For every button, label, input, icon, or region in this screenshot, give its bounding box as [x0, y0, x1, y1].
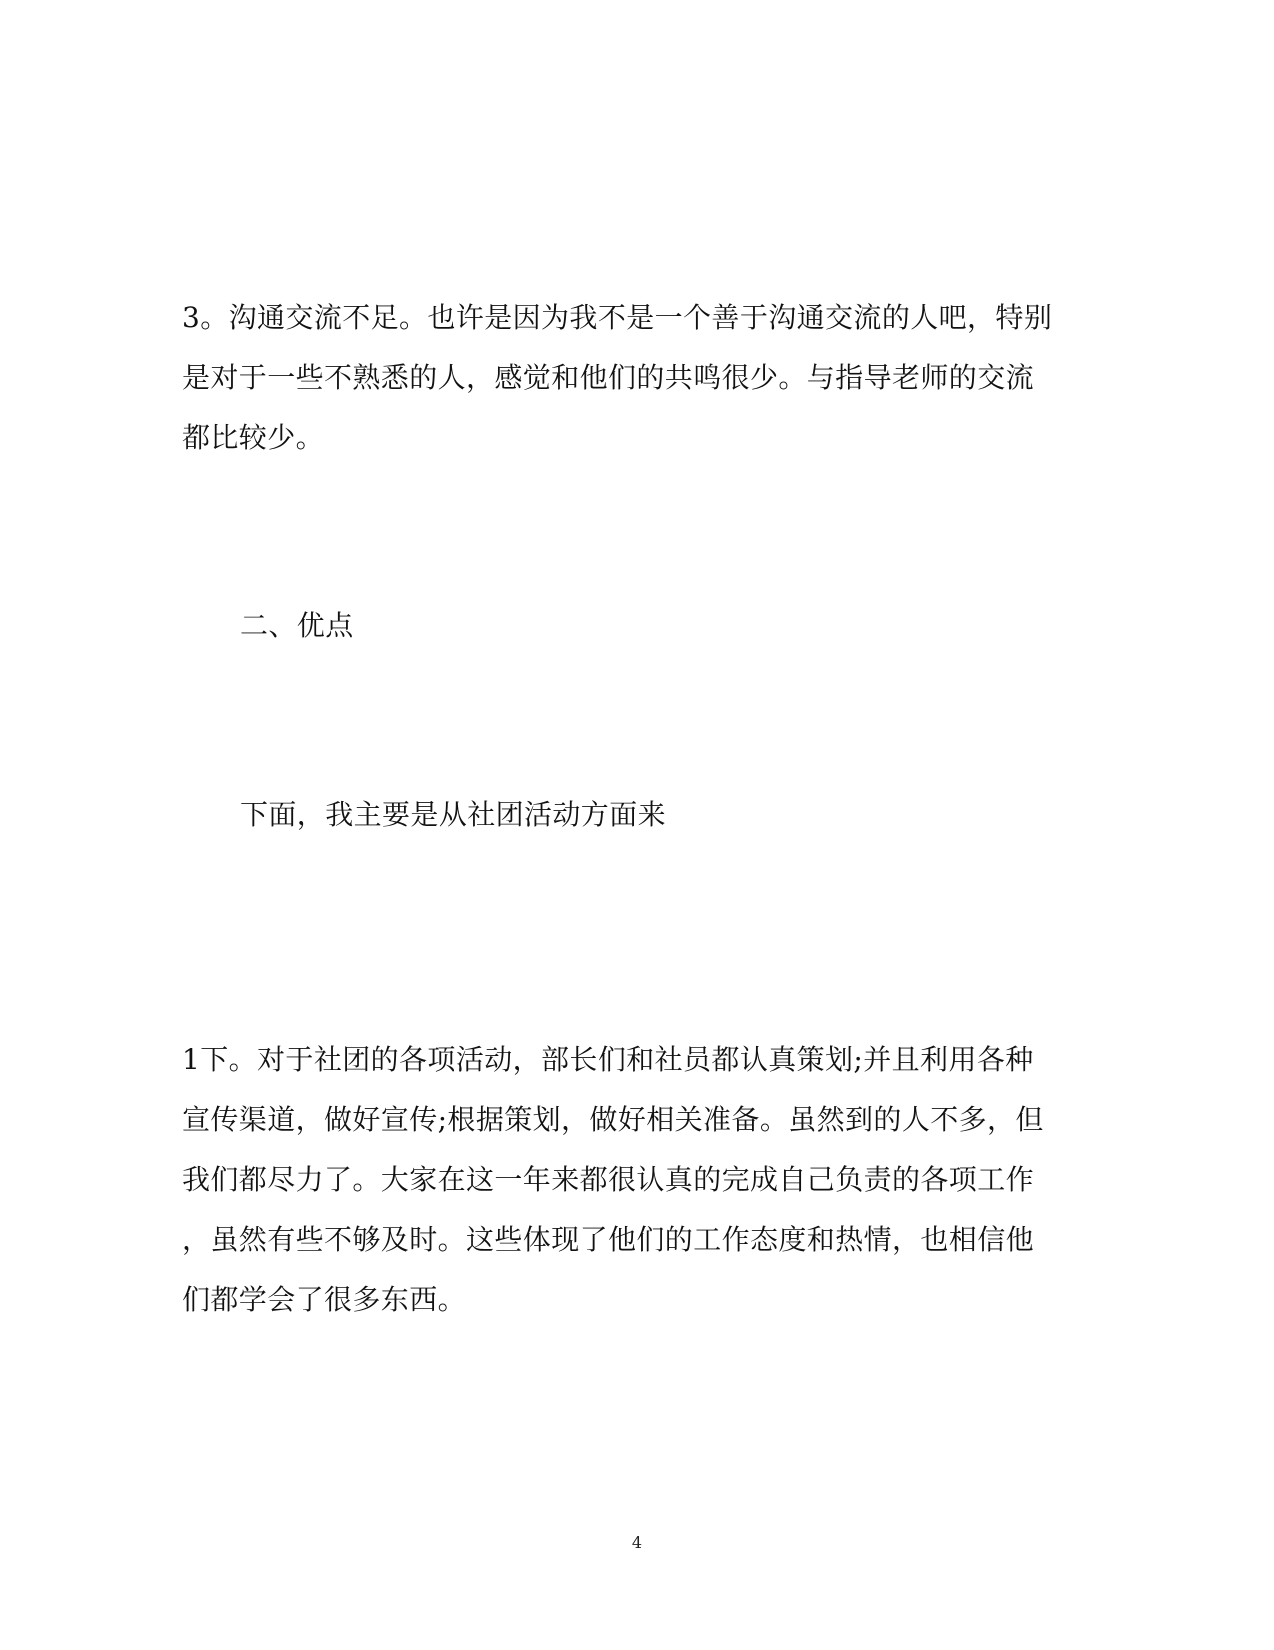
paragraph-line: 我们都尽力了。大家在这一年来都很认真的完成自己负责的各项工作	[182, 1163, 1035, 1196]
paragraph-line: 宣传渠道，做好宣传;根据策划，做好相关准备。虽然到的人不多，但	[182, 1103, 1044, 1136]
section-heading: 二、优点	[240, 609, 354, 642]
paragraph-line: 3。沟通交流不足。也许是因为我不是一个善于沟通交流的人吧，特别	[182, 301, 1053, 334]
paragraph-line: 都比较少。	[182, 421, 325, 454]
paragraph-line: 们都学会了很多东西。	[182, 1283, 467, 1316]
page-number: 4	[631, 1533, 643, 1552]
intro-line: 下面，我主要是从社团活动方面来	[240, 798, 667, 831]
paragraph-line: 是对于一些不熟悉的人，感觉和他们的共鸣很少。与指导老师的交流	[182, 361, 1035, 394]
paragraph-line: ，虽然有些不够及时。这些体现了他们的工作态度和热情，也相信他	[182, 1223, 1035, 1256]
paragraph-line: 1下。对于社团的各项活动，部长们和社员都认真策划;并且利用各种	[182, 1043, 1034, 1076]
